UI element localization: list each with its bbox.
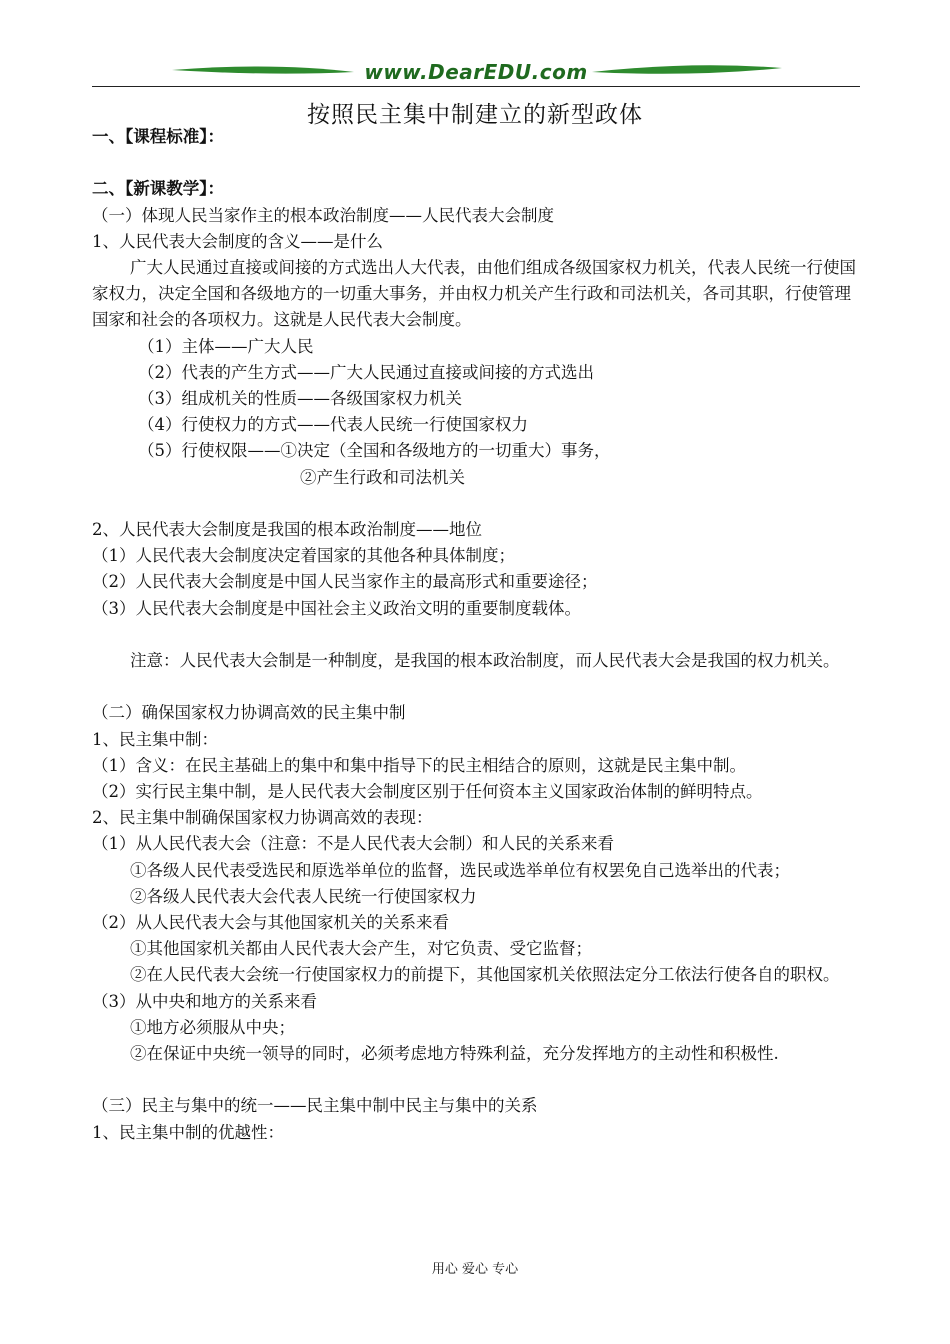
paragraph: 1、民主集中制：: [92, 729, 218, 749]
paragraph: 1、人民代表大会制度的含义——是什么: [92, 231, 383, 251]
blank-line: [92, 150, 862, 176]
site-logo[interactable]: www.DearEDU.com: [364, 60, 588, 84]
paragraph: 1、民主集中制的优越性：: [92, 1122, 284, 1142]
paragraph: （二）确保国家权力协调高效的民主集中制: [92, 703, 406, 723]
blank-line: [92, 674, 862, 700]
paragraph: 注意：人民代表大会制是一种制度，是我国的根本政治制度，而人民代表大会是我国的权力机关。: [130, 651, 840, 671]
paragraph: （1）主体——广大人民: [138, 336, 314, 356]
blank-line: [92, 1067, 862, 1093]
paragraph: （1）人民代表大会制度决定着国家的其他各种具体制度；: [92, 546, 515, 566]
paragraph: （3）组成机关的性质——各级国家权力机关: [138, 389, 462, 409]
paragraph: 二、【新课教学】：: [92, 179, 224, 199]
paragraph: （2）代表的产生方式——广大人民通过直接或间接的方式选出: [138, 362, 594, 382]
paragraph: （2）实行民主集中制，是人民代表大会制度区别于任何资本主义国家政治体制的鲜明特点。: [92, 782, 763, 802]
paragraph: 2、人民代表大会制度是我国的根本政治制度——地位: [92, 520, 482, 540]
paragraph: （2）从人民代表大会与其他国家机关的关系来看: [92, 913, 449, 933]
paragraph: ①其他国家机关都由人民代表大会产生，对它负责、受它监督；: [130, 939, 592, 959]
page-footer: 用心 爱心 专心: [431, 1262, 519, 1277]
paragraph: （5）行使权限——①决定（全国和各级地方的一切重大）事务，: [138, 441, 611, 461]
paragraph: ②在保证中央统一领导的同时，必须考虑地方特殊利益，充分发挥地方的主动性和积极性.: [130, 1044, 779, 1064]
paragraph: 广大人民通过直接或间接的方式选出人大代表，由他们组成各级国家权力机关，代表人民统一行使国家权力，决定全国和各级地方的一切重大事务，并由权力机关产生行政和司法机关，各司其职，行使管理国家和社会的各项权力。这就是人民代表大会制度。: [92, 258, 856, 330]
paragraph: ①地方必须服从中央；: [130, 1017, 295, 1037]
paragraph: （3）从中央和地方的关系来看: [92, 991, 317, 1011]
paragraph: ②各级人民代表大会代表人民统一行使国家权力: [130, 886, 477, 906]
paragraph: 一、【课程标准】：: [92, 127, 224, 146]
blank-line: [92, 491, 862, 517]
paragraph: （4）行使权力的方式——代表人民统一行使国家权力: [138, 415, 528, 435]
paragraph: （三）民主与集中的统一——民主集中制中民主与集中的关系: [92, 1096, 538, 1116]
paragraph: （2）人民代表大会制度是中国人民当家作主的最高形式和重要途径；: [92, 572, 598, 592]
paragraph: （一）体现人民当家作主的根本政治制度——人民代表大会制度: [92, 205, 554, 225]
blank-line: [92, 622, 862, 648]
page-header: [92, 58, 860, 92]
paragraph: （1）含义：在民主基础上的集中和集中指导下的民主相结合的原则，这就是民主集中制。: [92, 755, 746, 775]
header-divider: [92, 86, 860, 87]
paragraph: ②在人民代表大会统一行使国家权力的前提下，其他国家机关依照法定分工依法行使各自的职权。: [130, 965, 840, 985]
paragraph: ②产生行政和司法机关: [300, 467, 465, 487]
paragraph: （1）从人民代表大会（注意：不是人民代表大会制）和人民的关系来看: [92, 834, 614, 854]
paragraph: （3）人民代表大会制度是中国社会主义政治文明的重要制度载体。: [92, 598, 581, 618]
document-body: [92, 124, 862, 1146]
paragraph: ①各级人民代表受选民和原选举单位的监督，选民或选举单位有权罢免自己选举出的代表；: [130, 860, 790, 880]
page-title: 按照民主集中制建立的新型政体: [307, 102, 643, 128]
paragraph: 2、民主集中制确保国家权力协调高效的表现：: [92, 808, 433, 828]
